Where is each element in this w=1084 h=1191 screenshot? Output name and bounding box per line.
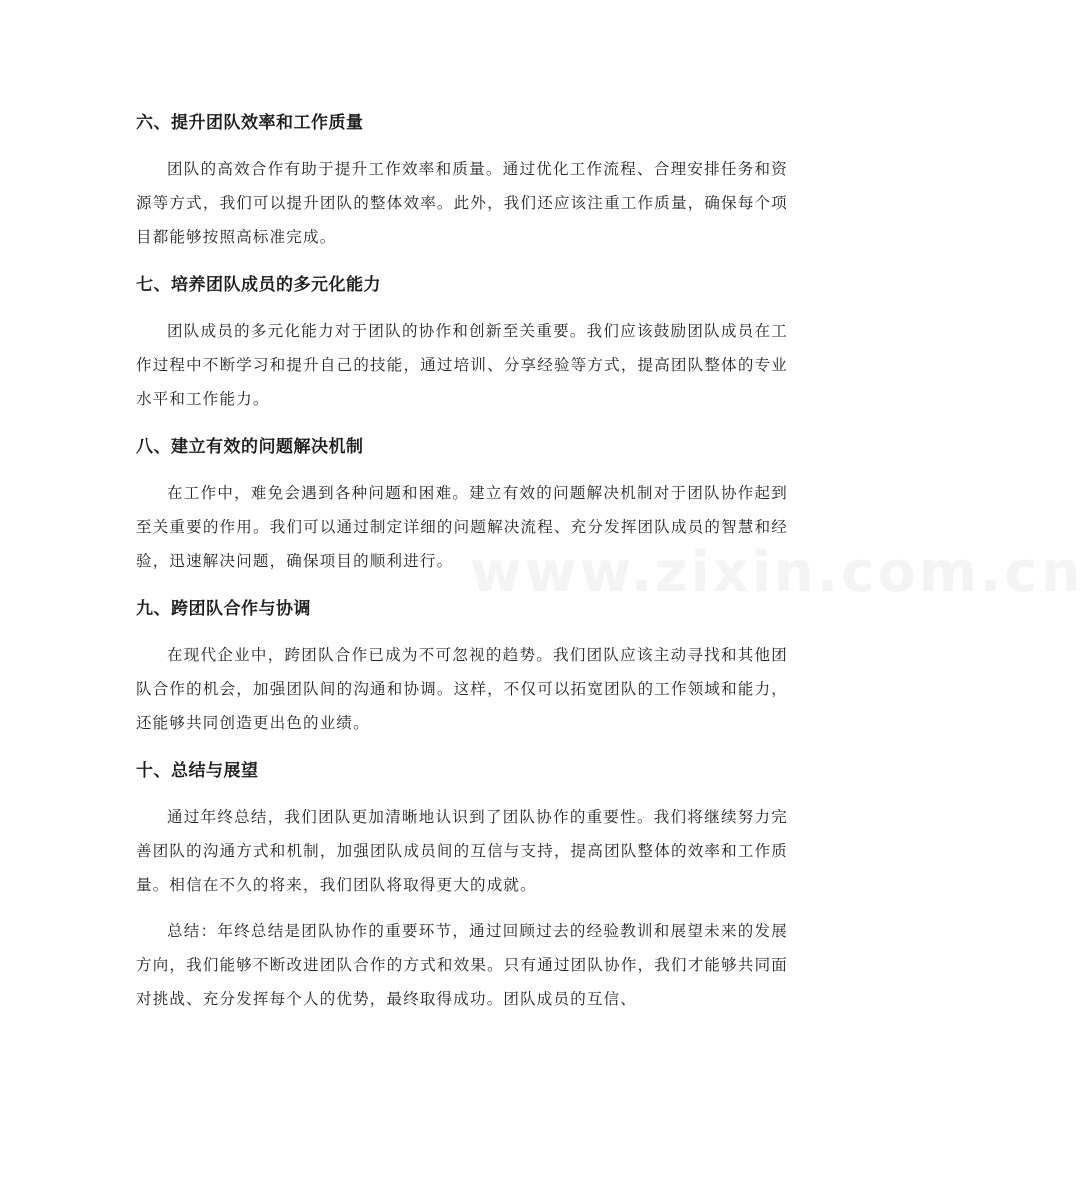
section-10 bbox=[136, 756, 788, 1016]
summary-paragraph: 总结：年终总结是团队协作的重要环节，通过回顾过去的经验教训和展望未来的发展方向，我们能够不断改进团队合作的方式和效果。只有通过团队协作，我们才能够共同面对挑战、充分发挥每个人的优势，最终取得成功。团队成员的互信、 bbox=[136, 922, 788, 1008]
document-body bbox=[136, 108, 788, 1032]
section-8 bbox=[136, 432, 788, 578]
section-heading: 十、总结与展望 bbox=[136, 761, 259, 781]
section-heading: 七、培养团队成员的多元化能力 bbox=[136, 275, 381, 295]
paragraph: 在现代企业中，跨团队合作已成为不可忽视的趋势。我们团队应该主动寻找和其他团队合作的机会，加强团队间的沟通和协调。这样，不仅可以拓宽团队的工作领域和能力，还能够共同创造更出色的业绩。 bbox=[136, 646, 788, 732]
section-6 bbox=[136, 108, 788, 254]
paragraph: 团队的高效合作有助于提升工作效率和质量。通过优化工作流程、合理安排任务和资源等方式，我们可以提升团队的整体效率。此外，我们还应该注重工作质量，确保每个项目都能够按照高标准完成。 bbox=[136, 160, 788, 246]
section-heading: 六、提升团队效率和工作质量 bbox=[136, 113, 364, 133]
section-heading: 九、跨团队合作与协调 bbox=[136, 599, 311, 619]
section-9 bbox=[136, 594, 788, 740]
section-heading: 八、建立有效的问题解决机制 bbox=[136, 437, 364, 457]
paragraph: 通过年终总结，我们团队更加清晰地认识到了团队协作的重要性。我们将继续努力完善团队的沟通方式和机制，加强团队成员间的互信与支持，提高团队整体的效率和工作质量。相信在不久的将来，我们团队将取得更大的成就。 bbox=[136, 808, 788, 894]
paragraph: 在工作中，难免会遇到各种问题和困难。建立有效的问题解决机制对于团队协作起到至关重要的作用。我们可以通过制定详细的问题解决流程、充分发挥团队成员的智慧和经验，迅速解决问题，确保项目的顺利进行。 bbox=[136, 484, 788, 570]
section-7 bbox=[136, 270, 788, 416]
paragraph: 团队成员的多元化能力对于团队的协作和创新至关重要。我们应该鼓励团队成员在工作过程中不断学习和提升自己的技能，通过培训、分享经验等方式，提高团队整体的专业水平和工作能力。 bbox=[136, 322, 788, 408]
watermark: www.zixin.com.cn bbox=[470, 540, 1084, 605]
